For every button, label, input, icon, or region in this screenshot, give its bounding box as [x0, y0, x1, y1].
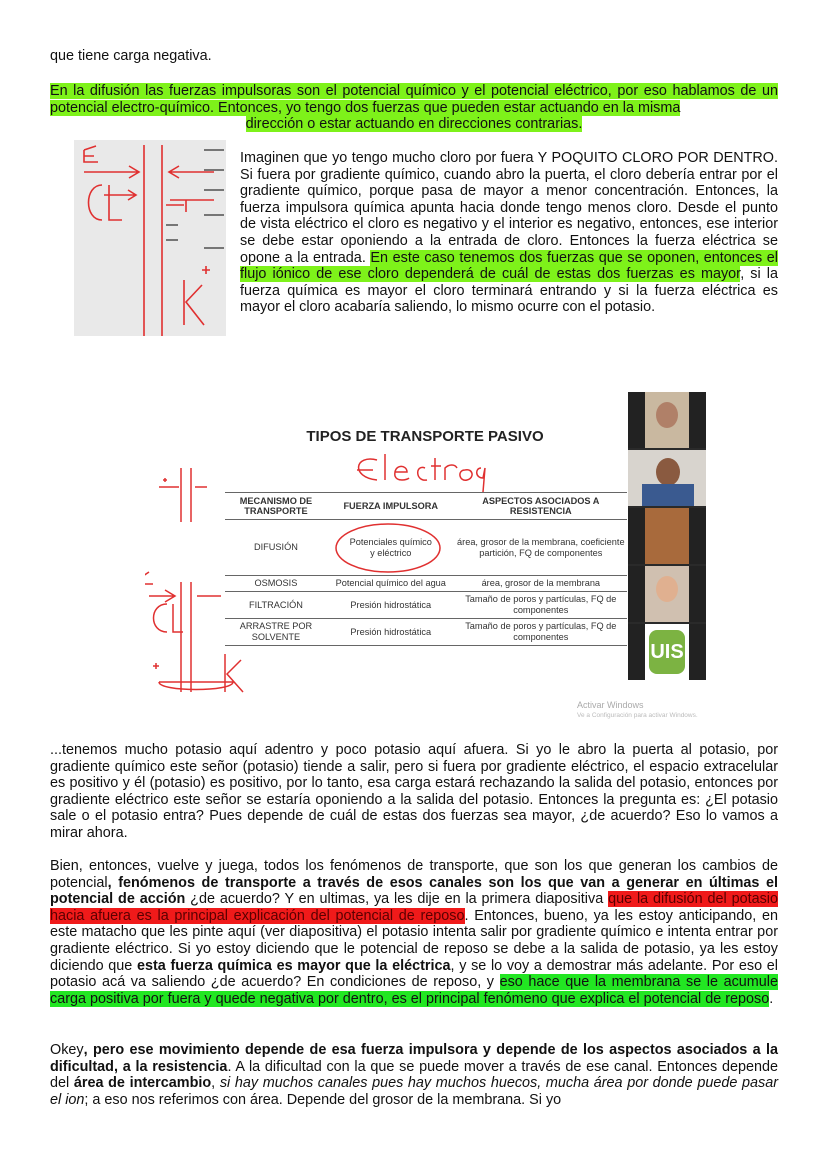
table-cell: Tamaño de poros y partículas, FQ de componentes [455, 592, 627, 619]
table-cell: Presión hidrostática [327, 619, 455, 646]
windows-activation-subtitle: Ve a Configuración para activar Windows. [577, 712, 698, 719]
table-header: FUERZA IMPULSORA [327, 493, 455, 520]
bold-text: , pero ese movimiento depende de esa fuerza impulsora y depende de los aspectos asociados a la dificultad, a la resistencia [50, 1042, 778, 1075]
presentation-slide-screenshot [145, 392, 737, 736]
table-row [225, 576, 627, 592]
table-cell: ARRASTRE POR SOLVENTE [225, 619, 327, 646]
table-header: MECANISMO DE TRANSPORTE [225, 493, 327, 520]
video-participants-strip [628, 392, 706, 680]
table-cell: FILTRACIÓN [225, 592, 327, 619]
italic-text: si hay muchos canales pues hay muchos huecos, mucha área por donde puede pasar el ion [50, 1075, 779, 1108]
text: Okey [50, 1042, 84, 1058]
text: ; a eso nos referimos con área. Depende del grosor de la membrana. Si yo [84, 1091, 562, 1108]
bold-text: esta fuerza química es mayor que la eléctrica [136, 957, 451, 974]
green-highlight-text: eso hace que la membrana se le acumule carga positiva por fuera y quede negativa por dentro, es el principal fenómeno que explica el potencial de reposo [50, 974, 778, 1007]
highlight-text: En este caso tenemos dos fuerzas que se oponen, entonces el flujo iónico de ese cloro dependerá de cuál de estas dos fuerzas es mayor [240, 249, 778, 283]
drawing-chloride-potassium [74, 140, 226, 336]
text: . A la dificultad con la que se puede mover a través de ese canal. Entonces depende del [50, 1058, 778, 1092]
table-cell: Tamaño de poros y partículas, FQ de componentes [455, 619, 627, 646]
participant-video [628, 450, 706, 506]
table-cell: OSMOSIS [225, 576, 327, 592]
transport-table [225, 492, 627, 646]
bold-text: , fenómenos de transporte a través de esos canales son los que van a generar en últimas el potencial de acción [50, 874, 778, 908]
red-highlight-text: que la difusión del potasio hacia afuera es la principal explicación del potencial de reposo [50, 891, 778, 924]
table-cell: Potencial químico del agua [327, 576, 455, 592]
text: , si la fuerza química es mayor el cloro terminará entrando y si la fuerza eléctrica es mayor el cloro acabaría saliendo, lo mismo ocurre con el potasio. [240, 266, 778, 316]
table-cell: área, grosor de la membrana, coeficiente partición, FQ de componentes [455, 520, 627, 576]
text: Imaginen que yo tengo mucho cloro por fuera Y POQUITO CLORO POR DENTRO. Si fuera por gradiente químico, cuando abro la puerta, el cloro debería entrar por el gradiente químico, porque pasa de mayor a menor concentración. Entonces, la fuerza impulsora química apunta hacia donde tengo menos cloro. Desde el punto de vista eléctrico el cloro es negativo y el interior es negativo, entonces, ese interior se debe estar oponiendo a la entrada de cloro. Entonces la fuerza eléctrica se opone a la entrada. [240, 150, 778, 266]
windows-activation-title: Activar Windows [577, 700, 644, 710]
paragraph-1: que tiene carga negativa. [50, 48, 212, 64]
text: Bien, entonces, vuelve y juega, todos los fenómenos de transporte, que son los que generan los cambios de potencial [50, 858, 778, 891]
text: , [211, 1075, 220, 1092]
participant-video [628, 392, 706, 448]
participant-video [628, 566, 706, 622]
participant-logo-tile [628, 624, 706, 680]
paragraph-4: ...tenemos mucho potasio aquí adentro y poco potasio aquí afuera. Si yo le abro la puerta al potasio, por gradiente químico este señor (potasio) tiende a salir, pero si fuera por gradiente eléctrico, el espacio extracelular es positivo y él (potasio) es positivo, por lo tanto, esa carga estará rechazando la salida del potasio, entonces por gradiente eléctrico este señor se estaría oponiendo a la salida del potasio. Entonces la pregunta es: ¿El potasio sale o el potasio entra? Pues depende de cuál de estas dos fuerzas sea mayor, ¿de acuerdo? Eso lo vamos a mirar ahora. [50, 742, 778, 841]
table-cell: Potenciales químico y eléctrico [327, 520, 455, 576]
bold-text: área de intercambio [73, 1075, 212, 1092]
slide-title: TIPOS DE TRANSPORTE PASIVO [306, 428, 544, 445]
participant-video [628, 508, 706, 564]
text: ¿de acuerdo? Y en ultimas, ya les dije en la primera diapositiva [185, 891, 609, 908]
text: . Entonces, bueno, ya les estoy anticipando, en este matacho que les pinte aquí (ver diapositiva) el potasio intenta salir por gradiente químico e intenta entrar por gradiente eléctrico. Si yo estoy diciendo que le potencial de reposo se debe a la salida de potasio, ya les estoy diciendo que [50, 907, 779, 974]
text: . [769, 990, 774, 1007]
paragraph-2 [50, 83, 778, 133]
paragraph-6 [50, 1042, 778, 1108]
table-cell: área, grosor de la membrana [455, 576, 627, 592]
handwritten-membrane-diagram [74, 140, 226, 336]
highlight-text: En la difusión las fuerzas impulsoras son el potencial químico y el potencial eléctrico, por eso hablamos de un potencial electro-químico. Entonces, yo tengo dos fuerzas que pueden estar actuando en la misma [50, 83, 778, 116]
paragraph-3 [240, 150, 778, 316]
table-cell: Presión hidrostática [327, 592, 455, 619]
highlight-text-last-line: dirección o estar actuando en direcciones contrarias. [245, 116, 583, 133]
table-row [225, 520, 627, 576]
uis-logo: UIS [649, 630, 685, 674]
table-cell: DIFUSIÓN [225, 520, 327, 576]
paragraph-5 [50, 858, 778, 1007]
table-row [225, 592, 627, 619]
table-row [225, 619, 627, 646]
text: , y se lo voy a demostrar más adelante. Por eso el potasio acá va saliendo ¿de acuerdo? En condiciones de reposo, y [50, 957, 778, 991]
table-header: ASPECTOS ASOCIADOS A RESISTENCIA [455, 493, 627, 520]
